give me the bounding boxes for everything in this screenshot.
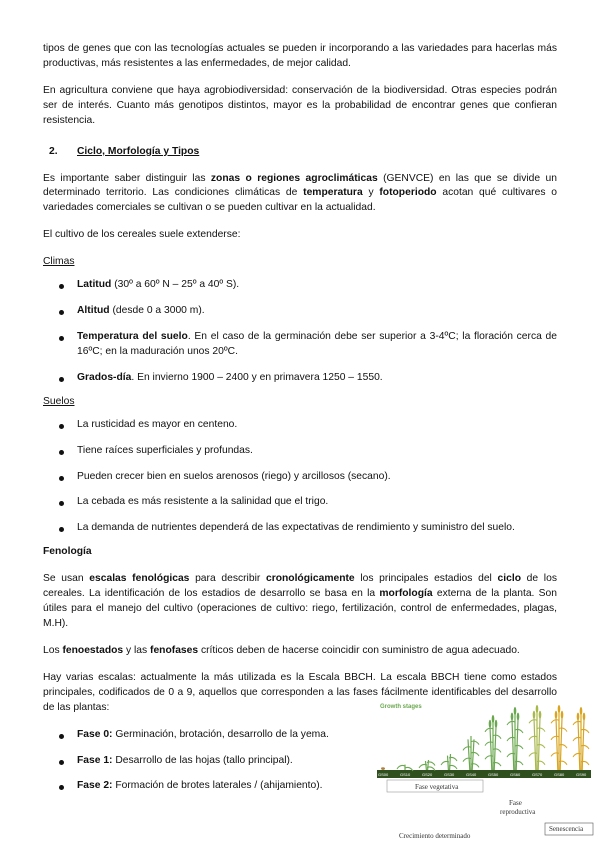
plant-stage-2 <box>419 760 435 771</box>
suelos-list <box>43 418 557 537</box>
plant-stage-4 <box>463 736 479 770</box>
plant-stage-6 <box>507 707 523 770</box>
stage-code: GS50 <box>488 772 499 777</box>
growth-stages-figure <box>375 700 597 846</box>
section-title: Ciclo, Morfología y Tipos <box>77 145 200 157</box>
label-reproductive-2: reproductiva <box>500 808 536 816</box>
section-paragraph-zonas: Es importante saber distinguir las zonas o regiones agroclimáticas (GENVCE) en las que se divide un determinado territorio. Las condiciones climáticas de temperatura y fotoperiodo acotan qué cultivares o variedades comerciales se cultivan o se pueden cultivar en la actualidad. <box>43 172 557 214</box>
list-item: La demanda de nutrientes dependerá de las expectativas de rendimiento y suministro del suelo. <box>43 521 557 536</box>
stage-code: GS60 <box>510 772 521 777</box>
figure-title: Growth stages <box>380 704 422 710</box>
plant-stage-7 <box>529 705 545 770</box>
climas-heading: Climas <box>43 256 75 268</box>
list-item: Tiene raíces superficiales y profundas. <box>43 444 557 459</box>
section-paragraph-cultivo: El cultivo de los cereales suele extenderse: <box>43 229 241 241</box>
label-senescence: Senescencia <box>549 825 584 833</box>
section-heading <box>43 145 557 160</box>
list-item: Fase 0: Germinación, brotación, desarrollo de la yema. <box>43 728 333 743</box>
stage-code: GS70 <box>532 772 543 777</box>
list-item: Latitud (30º a 60º N – 25º a 40º S). <box>43 278 557 293</box>
phases-list <box>43 728 333 795</box>
stage-code: GS20 <box>422 772 433 777</box>
label-vegetative: Fase vegetativa <box>415 783 459 791</box>
climas-list <box>43 278 557 386</box>
list-item: La cebada es más resistente a la salinidad que el trigo. <box>43 495 557 510</box>
list-item: Altitud (desde 0 a 3000 m). <box>43 304 557 319</box>
plant-stage-9 <box>573 707 589 770</box>
fenologia-paragraph-bbch: Hay varias escalas: actualmente la más utilizada es la Escala BBCH. La escala BBCH tiene como estados principales, codificados de 0 a 9, aquellos que corresponden a las fases fácilmente identificables del desarrollo de las plantas: <box>43 671 557 713</box>
label-reproductive-1: Fase <box>509 799 522 807</box>
list-item: Temperatura del suelo. En el caso de la germinación debe ser superior a 3-4ºC; la floración cerca de 16ºC; en la maduración unos 20ºC. <box>43 330 557 360</box>
stage-code: GS10 <box>400 772 411 777</box>
fenologia-paragraph-fenoestados: Los fenoestados y las fenofases críticos deben de hacerse coincidir con suministro de agua adecuado. <box>43 644 520 656</box>
stage-code: GS40 <box>466 772 477 777</box>
plant-stage-5 <box>485 715 501 770</box>
fenologia-paragraph-escalas: Se usan escalas fenológicas para describir cronológicamente los principales estadios del ciclo de los cereales. La identificación de los estadios de desarrollo se basa en la morfología externa de la planta. Son útiles para el manejo del cultivo (operaciones de cultivo: riego, fertilización, control de enfermedades, plagas, M.H). <box>43 573 557 629</box>
document-page <box>43 42 557 794</box>
stage-code: GS80 <box>554 772 565 777</box>
plant-stage-8 <box>551 705 567 770</box>
stage-code: GS30 <box>444 772 455 777</box>
list-item: Grados-día. En invierno 1900 – 2400 y en primavera 1250 – 1550. <box>43 371 557 386</box>
intro-paragraph-1: tipos de genes que con las tecnologías actuales se pueden ir incorporando a las variedades para hacerlas más productivas, más resistentes a las enfermedades, de mejor calidad. <box>43 43 557 69</box>
suelos-heading: Suelos <box>43 395 75 407</box>
plant-stage-3 <box>441 754 457 770</box>
fenologia-heading: Fenología <box>43 546 92 558</box>
intro-paragraph-2: En agricultura conviene que haya agrobiodiversidad: conservación de la biodiversidad. Otras especies podrán ser de interés. Cuanto más genotipos distintos, mayor es la probabilidad de encontrar genes que confieran resistencia. <box>43 84 557 126</box>
figure-caption: Crecimiento determinado <box>399 832 471 840</box>
plants-group <box>381 705 589 771</box>
stage-code: GS90 <box>576 772 587 777</box>
list-item: Fase 1: Desarrollo de las hojas (tallo principal). <box>43 754 333 769</box>
list-item: Pueden crecer bien en suelos arenosos (riego) y arcillosos (secano). <box>43 470 557 485</box>
list-item: Fase 2: Formación de brotes laterales / (ahijamiento). <box>43 779 333 794</box>
list-item: La rusticidad es mayor en centeno. <box>43 418 557 433</box>
section-number: 2. <box>49 145 58 157</box>
plant-stage-0 <box>381 767 385 770</box>
stage-code: GS00 <box>378 772 389 777</box>
